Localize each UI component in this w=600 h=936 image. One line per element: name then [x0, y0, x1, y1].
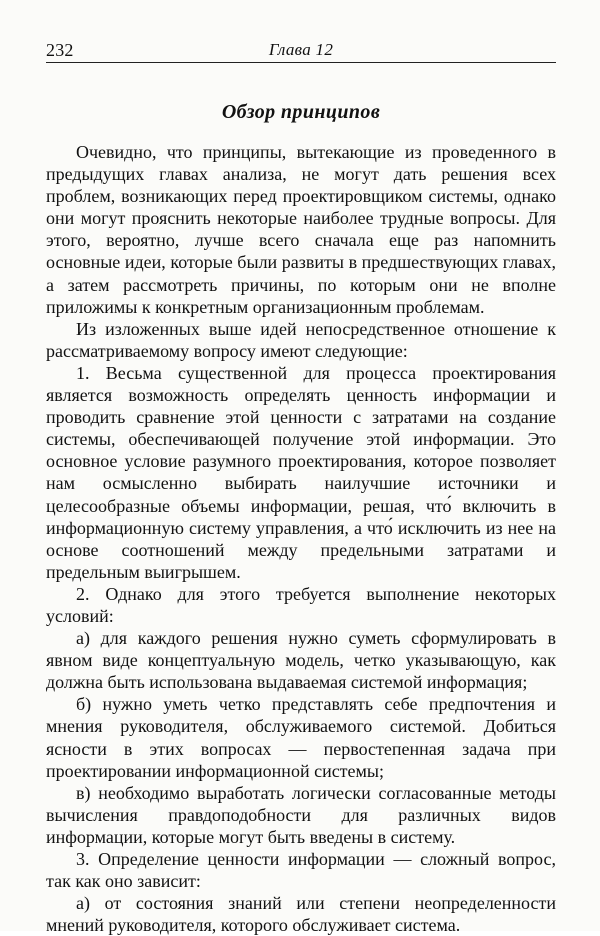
paragraph-point-2c: в) необходимо выработать логически согласованные методы вычисления правдоподобности для различных видов информации, которые могут быть введены в систему. [46, 782, 556, 847]
paragraph-point-2: 2. Однако для этого требуется выполнение некоторых условий: [46, 583, 556, 626]
paragraph-point-3: 3. Определение ценности информации — сложный вопрос, так как оно зависит: [46, 849, 556, 892]
running-header [46, 38, 556, 63]
page-number: 232 [46, 40, 74, 60]
chapter-title: Глава 12 [268, 40, 334, 59]
paragraph-intro: Очевидно, что принципы, вытекающие из проведенного в предыдущих главах анализа, не могут дать решения всех проблем, возникающих перед проектировщиком системы, однако они могут прояснить некоторые наиболее трудные вопросы. Для этого, вероятно, лучше всего сначала еще раз напомнить основные идеи, которые были развиты в предшествующих главах, а затем рассмотреть причины, по которым они не вполне приложимы к конкретным организационным проблемам. [46, 142, 556, 317]
paragraph-point-2a: а) для каждого решения нужно суметь сформулировать в явном виде концептуальную модель, четко указывающую, как должна быть использована выдаваемая системой информация; [46, 628, 556, 693]
paragraph-ideas: Из изложенных выше идей непосредственное отношение к рассматриваемому вопросу имеют следующие: [46, 318, 556, 361]
body-text [46, 141, 556, 936]
paragraph-point-3a: а) от состояния знаний или степени неопределенности мнений руководителя, которого обслуживает система. [46, 893, 556, 936]
section-heading: Обзор принципов [221, 101, 381, 123]
paragraph-point-1: 1. Весьма существенной для процесса проектирования является возможность определять ценность информации и проводить сравнение этой ценности с затратами на создание системы, обеспечивающей получение этой информации. Это основное условие разумного проектирования, которое позволяет нам осмысленно выбирать наилучшие источники и целесообразные объемы информации, решая, что́ включить в информационную систему управления, а что́ исключить из нее на основе соотношений между предельными затратами и предельным выигрышем. [46, 362, 556, 582]
paragraph-point-2b: б) нужно уметь четко представлять себе предпочтения и мнения руководителя, обслуживаемого системой. Добиться ясности в этих вопросах — первостепенная задача при проектировании информационной системы; [46, 694, 556, 781]
